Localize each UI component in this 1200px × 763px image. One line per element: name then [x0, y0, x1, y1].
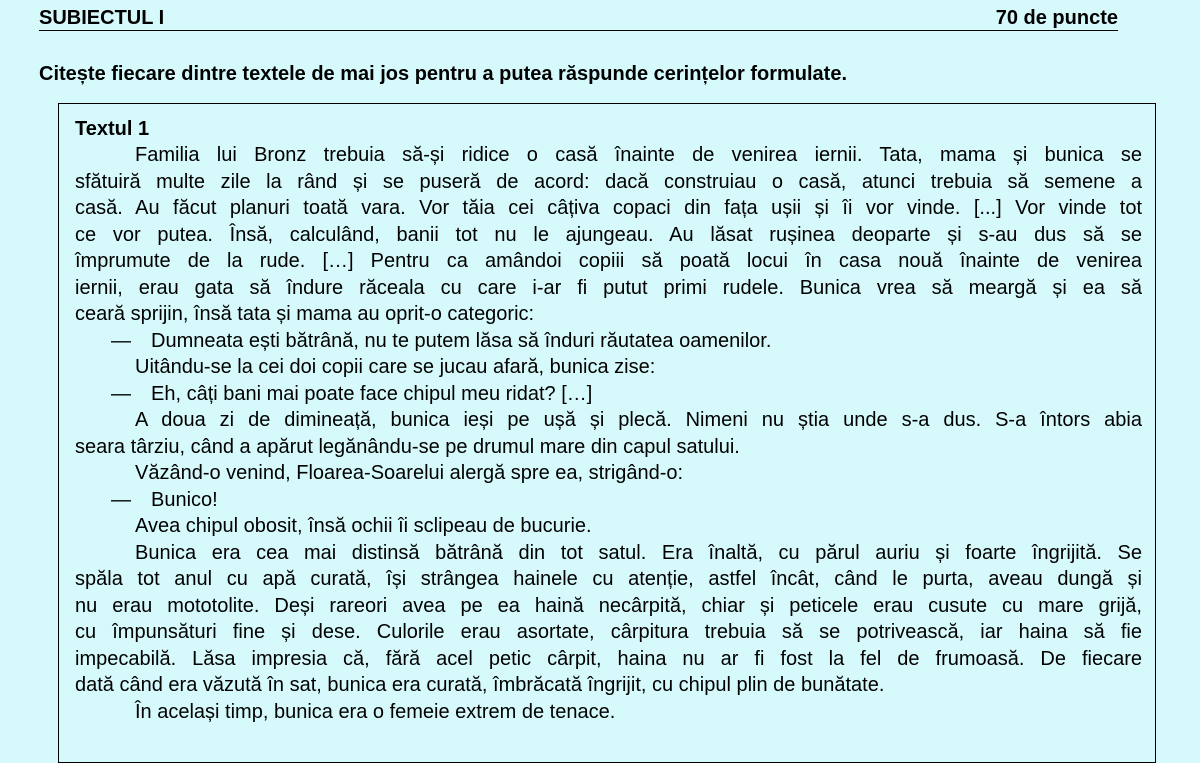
dialogue-dash: — — [111, 488, 131, 511]
dialogue-line — [75, 487, 1142, 514]
text-line: spăla tot anul cu apă curată, își strângea hainele cu atenție, astfel încât, când le purta, aveau dungă și — [75, 568, 1142, 590]
text-line: seara târziu, când a apărut legănându-se pe drumul mare din capul satului. — [75, 435, 740, 458]
text-line: nu erau mototolite. Deși rareori avea pe ea haină necârpită, chiar și peticele erau cusute cu mare grijă, — [75, 594, 1142, 617]
dialogue-text: Eh, câți bani mai poate face chipul meu ridat? […] — [151, 382, 593, 405]
text-line: cu împunsături fine și dese. Culorile erau asortate, cârpitura trebuia să se potrivească, iar haina să fie — [75, 621, 1142, 643]
text-box — [58, 103, 1156, 763]
text-line: împrumute de la rude. […] Pentru ca amândoi copiii să poată locui în casa nouă înainte de venirea — [75, 250, 1142, 272]
text-line: iernii, erau gata să îndure răceala cu care i-ar fi putut primi rudele. Bunica vrea să meargă și ea să — [75, 276, 1142, 299]
dialogue-text: Dumneata ești bătrână, nu te putem lăsa să înduri răutatea oamenilor. — [151, 329, 772, 352]
dialogue-line — [75, 381, 1142, 408]
instruction-text: Citește fiecare dintre textele de mai jos pentru a putea răspunde cerințelor formulate. — [39, 63, 848, 85]
text-line: ceară sprijin, însă tata și mama au oprit-o categoric: — [75, 303, 535, 325]
text-line: casă. Au făcut planuri toată vara. Vor tăia cei câțiva copaci din fața ușii și îi vor vinde. [...] Vor vinde tot — [75, 197, 1142, 219]
dialogue-text: Bunico! — [151, 488, 218, 511]
text-box-content — [75, 116, 1142, 725]
section-header — [39, 4, 1118, 31]
dialogue-dash: — — [111, 329, 131, 352]
text-line: Văzând-o venind, Floarea-Soarelui alergă spre ea, strigând-o: — [135, 462, 684, 484]
points-label: 70 de puncte — [995, 7, 1118, 29]
text-line: În același timp, bunica era o femeie extrem de tenace. — [135, 700, 616, 723]
section-title: SUBIECTUL I — [39, 7, 165, 29]
text-line: Uitându-se la cei doi copii care se jucau afară, bunica zise: — [135, 356, 656, 378]
text-line: ce vor putea. Însă, calculând, banii tot nu le ajungeau. Au lăsat rușinea deoparte și s-au dus să se — [75, 223, 1142, 246]
dialogue-line — [75, 328, 1142, 355]
text-title: Textul 1 — [75, 118, 150, 140]
text-line: Familia lui Bronz trebuia să-și ridice o casă înainte de venirea iernii. Tata, mama și bunica se — [135, 144, 1142, 166]
text-line: Avea chipul obosit, însă ochii îi sclipeau de bucurie. — [135, 515, 592, 537]
text-line: sfătuiră multe zile la rând și se puseră de acord: dacă construiau o casă, atunci trebuia să semene a — [75, 170, 1142, 193]
text-line: impecabilă. Lăsa impresia că, fără acel petic cârpit, haina nu ar fi fost la fel de frumoasă. De fiecare — [75, 647, 1142, 670]
text-line: Bunica era cea mai distinsă bătrână din tot satul. Era înaltă, cu părul auriu și foarte îngrijită. Se — [135, 541, 1142, 564]
dialogue-dash: — — [111, 382, 131, 405]
text-line: dată când era văzută în sat, bunica era curată, îmbrăcată îngrijit, cu chipul plin de bunătate. — [75, 674, 885, 696]
text-line: A doua zi de dimineață, bunica ieși pe ușă și plecă. Nimeni nu știa unde s-a dus. S-a întors abia — [135, 409, 1142, 431]
